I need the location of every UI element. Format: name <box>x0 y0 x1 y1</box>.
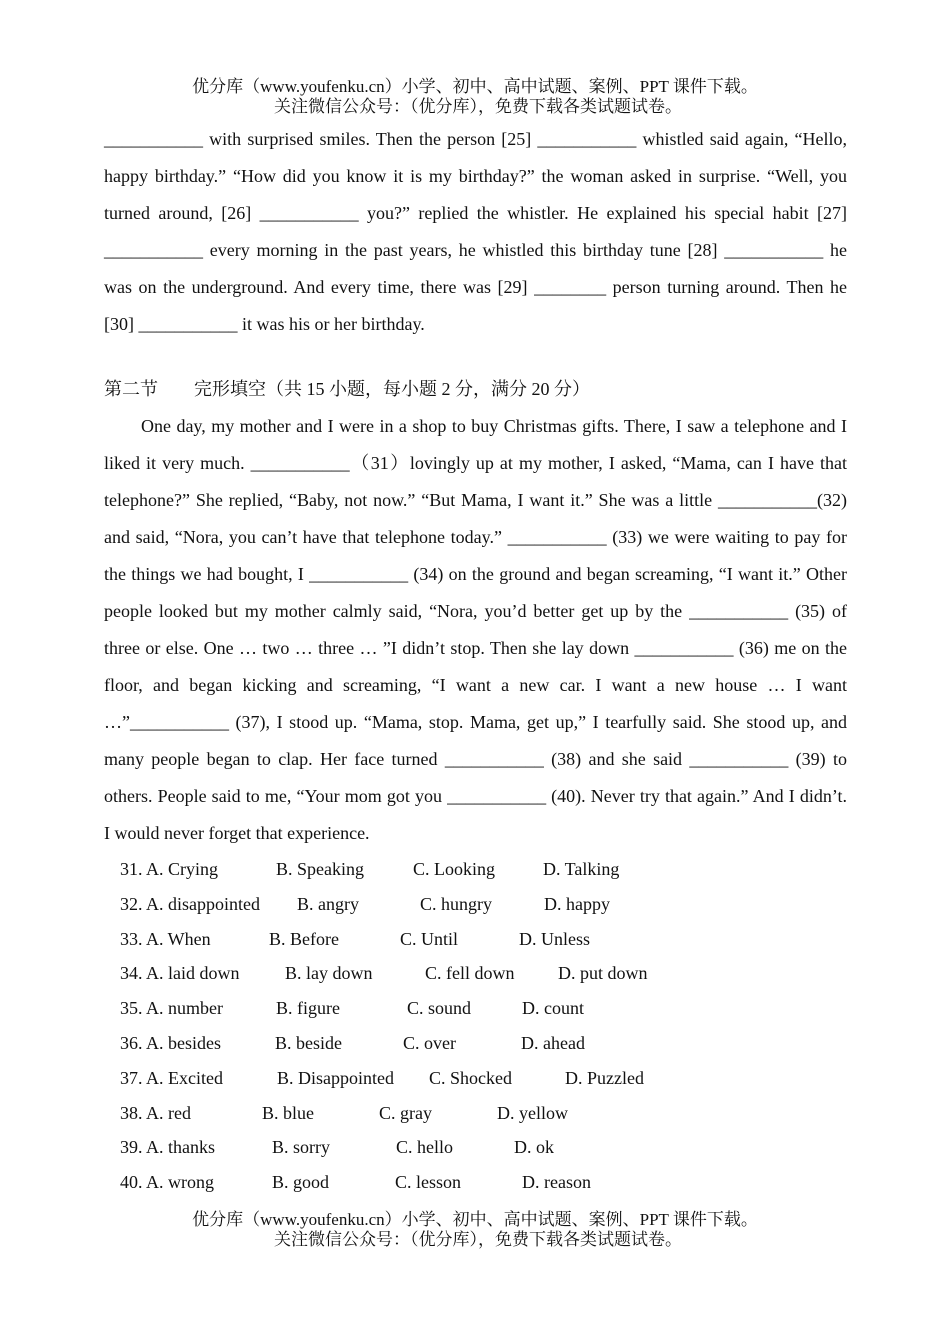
option-a: 32. A. disappointed <box>120 893 260 914</box>
question-row <box>120 1165 847 1200</box>
option-a: 31. A. Crying <box>120 859 219 879</box>
option-a: 39. A. thanks <box>120 1137 216 1158</box>
option-d: D. Talking <box>543 859 620 879</box>
option-a: 38. A. red <box>120 1102 191 1123</box>
option-c: C. lesson <box>395 1172 462 1193</box>
option-d: D. put down <box>558 963 648 984</box>
option-a: 35. A. number <box>120 998 223 1019</box>
option-b: B. blue <box>262 1102 314 1123</box>
document-body <box>104 121 847 1200</box>
page-header <box>0 77 950 117</box>
question-row <box>120 887 847 922</box>
question-row <box>120 1096 847 1131</box>
footer-line-1: 优分库（www.youfenku.cn）小学、初中、高中试题、案例、PPT 课件下载。 <box>192 1210 758 1229</box>
option-a: 37. A. Excited <box>120 1067 223 1088</box>
option-d: D. Unless <box>519 928 590 949</box>
option-a: 33. A. When <box>120 928 211 949</box>
question-row <box>120 991 847 1026</box>
option-b: B. sorry <box>272 1137 330 1158</box>
option-c: C. hungry <box>420 893 492 914</box>
option-d: D. ahead <box>521 1032 585 1053</box>
option-d: D. reason <box>522 1172 591 1193</box>
cloze-passage: One day, my mother and I were in a shop to buy Christmas gifts. There, I saw a telephone and I liked it very much. ___________（31）lovingly up at my mother, I asked, “Mama, can I have that telephone?” She replied, “Baby, not now.” “But Mama, I want it.” She was a little ___________(32) and said, “Nora, you can’t have that telephone today.” ___________ (33) we were waiting to pay for the things we had bought, I ___________ (34) on the ground and began screaming, “I want it.” Other people looked but my mother calmly said, “Nora, you’d better get up by the ___________ (35) of three or else. One … two … three … ”I didn’t stop. Then she lay down ___________ (36) me on the floor, and began kicking and screaming, “I want a new car. I want a new house … I want …”___________ (37), I stood up. “Mama, stop. Mama, get up,” I tearfully said. She stood up, and many people began to clap. Her face turned ___________ (38) and she said ___________ (39) to others. People said to me, “Your mom got you ___________ (40). Never try that again.” And I didn’t. I would never forget that experience. <box>104 416 847 843</box>
option-d: D. happy <box>544 893 610 914</box>
option-b: B. beside <box>275 1032 342 1053</box>
option-c: C. hello <box>396 1137 453 1158</box>
question-row <box>120 1061 847 1096</box>
question-row <box>120 852 847 887</box>
option-b: B. Disappointed <box>277 1067 394 1088</box>
option-b: B. figure <box>276 998 340 1019</box>
option-b: B. good <box>272 1172 330 1193</box>
option-b: B. angry <box>297 893 359 914</box>
option-c: C. fell down <box>425 963 515 984</box>
header-line-2: 关注微信公众号：（优分库），免费下载各类试题试卷。 <box>274 97 682 116</box>
option-b: B. Before <box>269 928 339 949</box>
option-d: D. count <box>522 998 584 1019</box>
question-row <box>120 922 847 957</box>
question-row <box>120 1026 847 1061</box>
option-d: D. yellow <box>497 1102 568 1123</box>
option-c: C. over <box>403 1032 456 1053</box>
option-a: 36. A. besides <box>120 1032 221 1053</box>
option-b: B. Speaking <box>276 859 364 879</box>
option-d: D. Puzzled <box>565 1067 644 1088</box>
header-line-1: 优分库（www.youfenku.cn）小学、初中、高中试题、案例、PPT 课件下载。 <box>192 77 758 96</box>
option-c: C. gray <box>379 1102 432 1123</box>
passage-1-text: ___________ with surprised smiles. Then the person [25] ___________ whistled said again, “Hello, happy birthday.” “How did you know it is my birthday?” the woman asked in surprise. “Well, you turned around, [26] ___________ you?” replied the whistler. He explained his special habit [27] ___________ every morning in the past years, he whistled this birthday tune [28] ___________ he was on the underground. And every time, there was [29] ________ person turning around. Then he [30] ___________ it was his or her birthday. <box>104 129 847 334</box>
section-title: 第二节 完形填空（共 15 小题，每小题 2 分，满分 20 分） <box>104 379 590 399</box>
option-a: 34. A. laid down <box>120 963 240 984</box>
footer-line-2: 关注微信公众号：（优分库），免费下载各类试题试卷。 <box>274 1230 682 1249</box>
option-c: C. sound <box>407 998 472 1019</box>
option-c: C. Shocked <box>429 1067 512 1088</box>
question-row <box>120 1130 847 1165</box>
question-options <box>104 852 847 1200</box>
option-c: C. Until <box>400 928 459 949</box>
option-c: C. Looking <box>413 859 496 879</box>
option-a: 40. A. wrong <box>120 1172 214 1193</box>
question-row <box>120 956 847 991</box>
page-footer <box>0 1210 950 1250</box>
option-b: B. lay down <box>285 963 373 984</box>
option-d: D. ok <box>514 1137 554 1158</box>
